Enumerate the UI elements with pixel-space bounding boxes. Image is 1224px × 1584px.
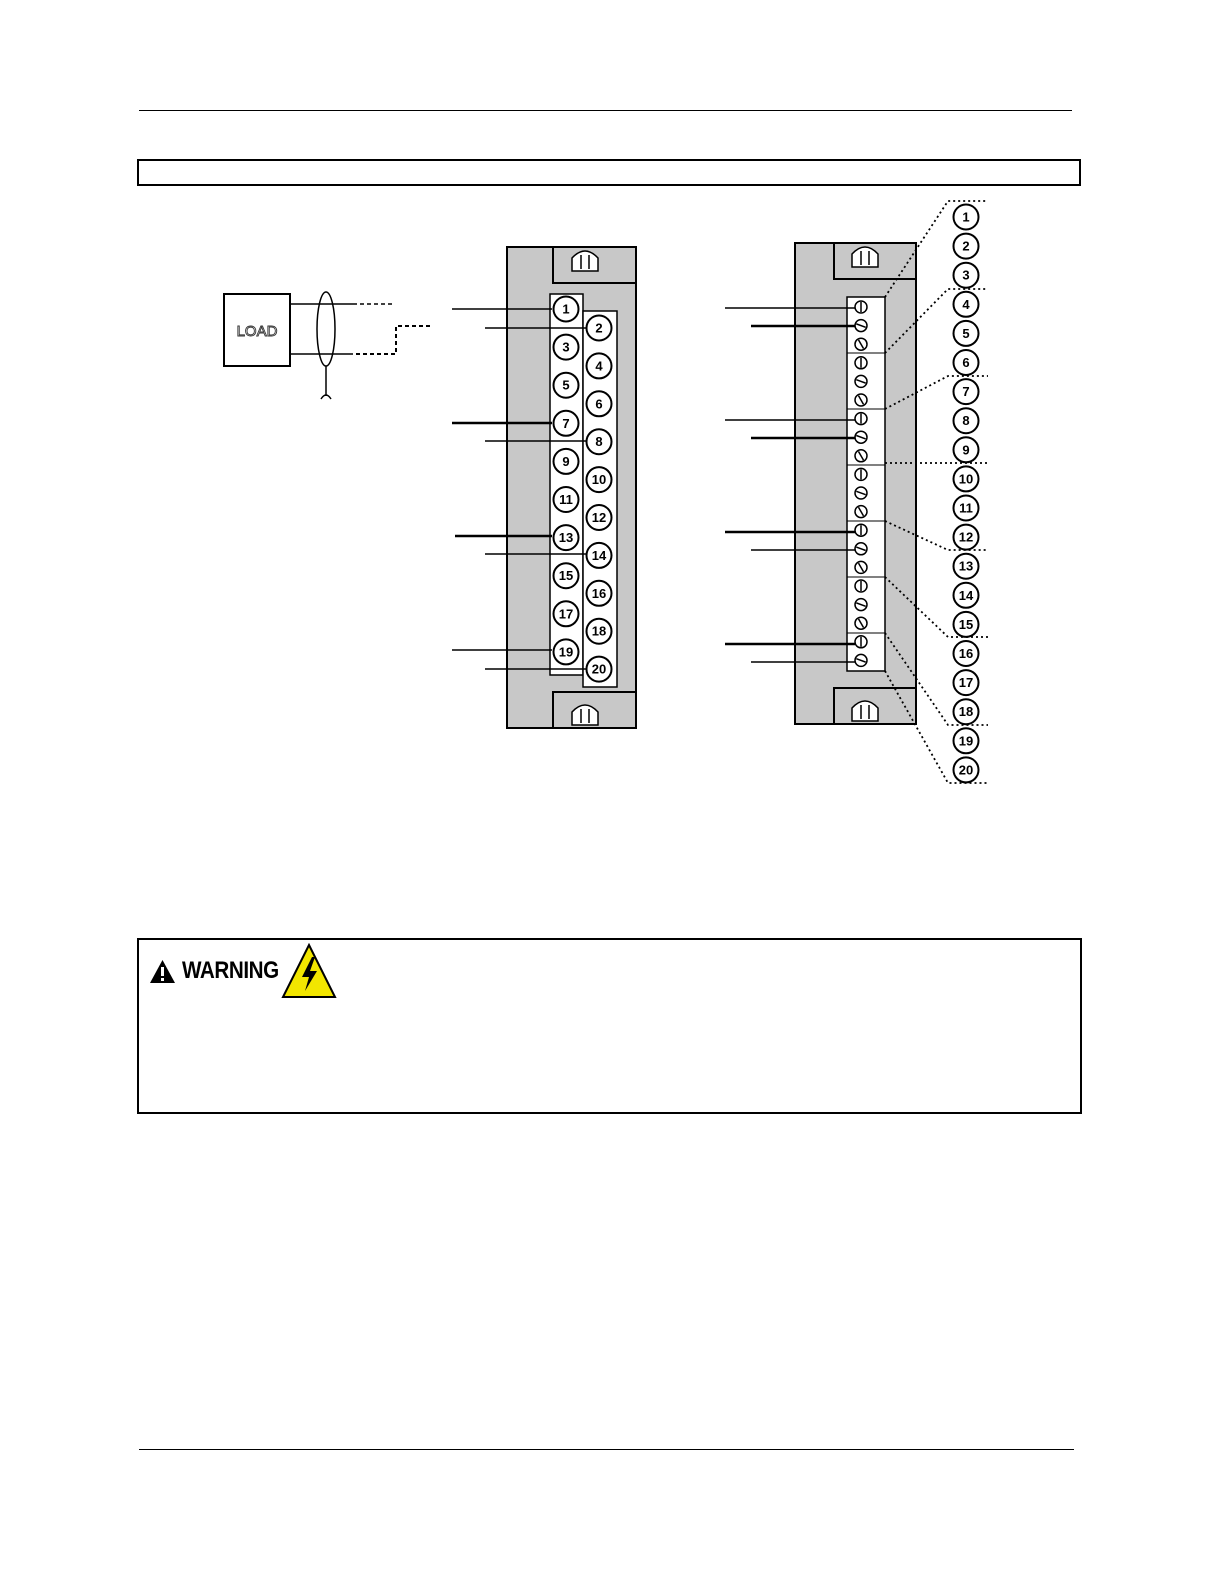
- left-terminal-18: [587, 619, 612, 644]
- electrical-hazard-icon: [281, 943, 337, 999]
- right-terminal-5: [954, 321, 979, 346]
- load-circuit: [224, 292, 430, 399]
- right-terminal-label: 17: [958, 675, 974, 691]
- right-terminal-6: [954, 350, 979, 375]
- screw-terminal-icon: [855, 468, 867, 480]
- screw-terminal-icon: [855, 431, 867, 443]
- right-terminal-18: [954, 699, 979, 724]
- right-terminal-label: 4: [962, 296, 970, 312]
- left-terminal-3: [554, 335, 579, 360]
- left-terminal-label: 7: [562, 415, 570, 431]
- right-terminal-label: 8: [962, 413, 970, 429]
- screw-terminal-icon: [855, 506, 867, 518]
- right-terminal-label: 2: [962, 238, 970, 254]
- right-terminal-module: [795, 243, 916, 724]
- left-terminal-19: [554, 639, 579, 664]
- left-terminal-13: [554, 525, 579, 550]
- right-terminal-7: [954, 379, 979, 404]
- right-terminal-label: 6: [962, 355, 970, 370]
- screw-terminal-icon: [855, 543, 867, 555]
- right-terminal-17: [954, 670, 979, 695]
- right-terminal-label: 13: [958, 558, 974, 574]
- screw-terminal-icon: [855, 394, 867, 406]
- right-terminal-4: [954, 292, 979, 317]
- warning-label: WARNING: [182, 957, 279, 984]
- right-terminal-3: [954, 263, 979, 288]
- screw-terminal-icon: [855, 580, 867, 592]
- left-terminal-label: 11: [559, 492, 573, 507]
- left-terminal-14: [587, 543, 612, 568]
- left-terminal-7: [554, 411, 579, 436]
- left-terminal-label: 5: [562, 377, 570, 393]
- screw-terminal-icon: [855, 338, 867, 350]
- right-terminal-2: [954, 234, 979, 259]
- left-terminal-label: 8: [595, 434, 603, 450]
- left-terminal-label: 17: [558, 606, 574, 622]
- right-terminal-label: 3: [962, 267, 970, 283]
- left-terminal-2: [587, 316, 612, 341]
- footer-rule: [139, 1449, 1074, 1450]
- right-top-screw-icon: [852, 247, 878, 267]
- left-terminal-5: [554, 373, 579, 398]
- left-bottom-screw-icon: [572, 705, 598, 725]
- right-terminal-label: 16: [958, 646, 974, 661]
- screw-terminal-icon: [855, 617, 867, 629]
- right-terminal-label: 15: [958, 616, 974, 632]
- right-bottom-screw-icon: [852, 701, 878, 721]
- left-terminal-label: 19: [558, 644, 574, 660]
- right-terminal-12: [954, 525, 979, 550]
- left-terminal-17: [554, 601, 579, 626]
- left-terminal-label: 4: [595, 358, 603, 374]
- right-terminal-label: 11: [959, 500, 973, 516]
- left-terminal-label: 6: [595, 396, 603, 412]
- warning-box: [137, 938, 1082, 1114]
- right-terminal-1: [954, 205, 979, 230]
- left-terminal-label: 12: [591, 510, 607, 525]
- left-terminal-label: 9: [562, 453, 570, 469]
- right-terminal-20: [954, 757, 979, 782]
- left-terminal-label: 3: [562, 339, 570, 355]
- right-terminal-label: 20: [958, 762, 974, 778]
- screw-terminal-icon: [855, 561, 867, 573]
- cable-shield: [317, 292, 335, 366]
- left-terminal-6: [587, 391, 612, 416]
- right-terminal-15: [954, 612, 979, 637]
- right-terminal-label: 7: [962, 384, 970, 400]
- left-terminal-9: [554, 449, 579, 474]
- left-terminal-4: [587, 353, 612, 378]
- right-terminal-label: 1: [962, 209, 970, 225]
- right-terminal-13: [954, 554, 979, 579]
- right-terminal-label: 14: [958, 587, 974, 603]
- left-terminal-16: [587, 581, 612, 606]
- left-top-screw-icon: [572, 251, 598, 271]
- left-terminal-label: 15: [558, 568, 574, 584]
- left-terminal-label: 10: [591, 472, 607, 488]
- screw-terminal-icon: [855, 413, 867, 425]
- screw-terminal-icon: [855, 524, 867, 536]
- screw-terminal-icon: [855, 636, 867, 648]
- right-terminal-16: [954, 641, 979, 666]
- left-terminal-10: [587, 467, 612, 492]
- left-terminal-12: [587, 505, 612, 530]
- left-terminal-label: 16: [591, 585, 607, 601]
- screw-terminal-icon: [855, 301, 867, 313]
- screw-terminal-icon: [855, 450, 867, 462]
- screw-terminal-icon: [855, 654, 867, 666]
- warning-header: [149, 946, 337, 996]
- right-terminal-label: 18: [958, 704, 974, 720]
- left-terminal-module: [507, 247, 636, 728]
- left-terminal-20: [587, 657, 612, 682]
- left-terminal-label: 2: [595, 320, 603, 336]
- left-terminal-8: [587, 429, 612, 454]
- right-terminal-label: 9: [962, 442, 970, 458]
- screw-terminal-icon: [855, 487, 867, 499]
- left-terminal-label: 20: [591, 661, 607, 677]
- screw-terminal-icon: [855, 320, 867, 332]
- left-terminal-15: [554, 563, 579, 588]
- right-terminal-label: 5: [962, 325, 970, 341]
- warning-triangle-icon: [149, 959, 176, 984]
- screw-terminal-icon: [855, 599, 867, 611]
- right-terminal-11: [954, 496, 979, 521]
- right-terminal-label: 12: [958, 529, 974, 545]
- left-terminal-label: 14: [591, 547, 607, 563]
- screw-terminal-icon: [855, 375, 867, 387]
- right-terminal-label: 10: [958, 471, 974, 487]
- left-terminal-label: 1: [562, 301, 570, 317]
- load-wire-bottom-dashed: [356, 326, 430, 354]
- screw-terminal-icon: [855, 357, 867, 369]
- left-terminal-1: [554, 297, 579, 322]
- left-terminal-label: 13: [558, 530, 574, 546]
- left-terminal-label: 18: [591, 623, 607, 639]
- right-terminal-10: [954, 466, 979, 491]
- ground-mark: [321, 395, 331, 399]
- right-terminal-14: [954, 583, 979, 608]
- left-terminal-11: [554, 487, 579, 512]
- right-terminal-19: [954, 728, 979, 753]
- load-label: LOAD: [236, 323, 278, 340]
- right-terminal-8: [954, 408, 979, 433]
- right-terminal-label: 19: [958, 733, 974, 749]
- right-terminal-9: [954, 437, 979, 462]
